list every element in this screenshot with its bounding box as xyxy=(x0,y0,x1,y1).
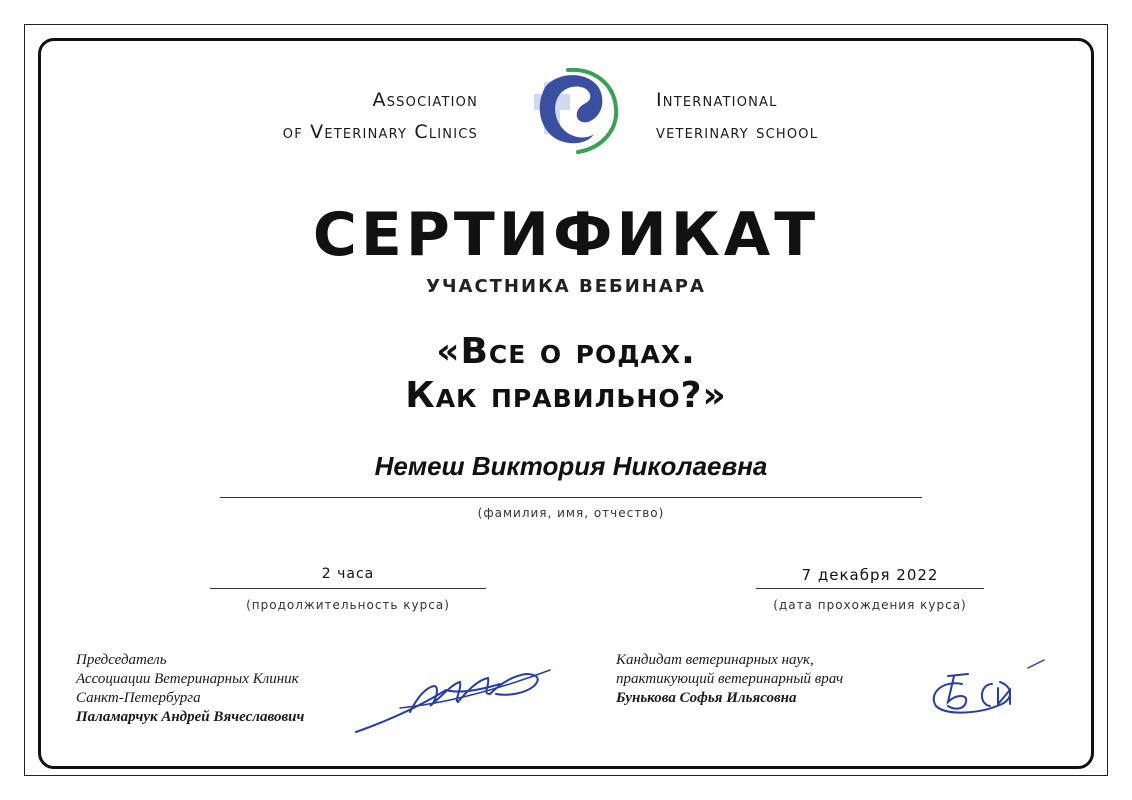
participant-caption: (фамилия, имя, отчество) xyxy=(477,506,665,520)
webinar-title-line2: Как правильно?» xyxy=(405,375,727,416)
right-signature-icon xyxy=(922,654,1050,718)
org-right-line2: veterinary school xyxy=(656,121,819,143)
right-signatory-name: Бунькова Софья Ильясовна xyxy=(616,690,797,706)
date-value: 7 декабря 2022 xyxy=(801,566,939,584)
org-left-line1: Association xyxy=(372,89,478,111)
duration-value: 2 часа xyxy=(321,566,375,582)
left-signature-icon xyxy=(350,660,560,740)
left-signatory-title2: Ассоциации Ветеринарных Клиник xyxy=(76,671,299,687)
duration-line xyxy=(210,588,486,589)
org-left-line2: of Veterinary Clinics xyxy=(282,121,478,143)
right-signatory-title2: практикующий ветеринарный врач xyxy=(616,671,844,687)
webinar-title xyxy=(0,330,1132,418)
date-caption: (дата прохождения курса) xyxy=(773,598,967,612)
org-right xyxy=(656,84,818,148)
left-signatory-name: Паламарчук Андрей Вячеславович xyxy=(76,709,305,725)
webinar-title-line1: «Все о родах. xyxy=(436,331,696,372)
org-right-line1: International xyxy=(656,89,778,111)
left-signatory-title1: Председатель xyxy=(76,652,167,668)
participant-name-line xyxy=(220,497,922,498)
certificate-subtitle: УЧАСТНИКА ВЕБИНАРА xyxy=(426,276,706,297)
certificate-title: СЕРТИФИКАТ xyxy=(312,200,820,270)
right-signatory xyxy=(616,651,843,708)
date-line xyxy=(756,588,984,589)
left-signatory xyxy=(76,651,304,727)
org-left xyxy=(283,84,478,148)
duration-caption: (продолжительность курса) xyxy=(246,598,450,612)
right-signatory-title1: Кандидат ветеринарных наук, xyxy=(616,652,814,668)
left-signatory-title3: Санкт-Петербурга xyxy=(76,690,201,706)
vet-school-logo-icon xyxy=(516,64,622,156)
participant-name: Немеш Виктория Николаевна xyxy=(374,451,768,481)
